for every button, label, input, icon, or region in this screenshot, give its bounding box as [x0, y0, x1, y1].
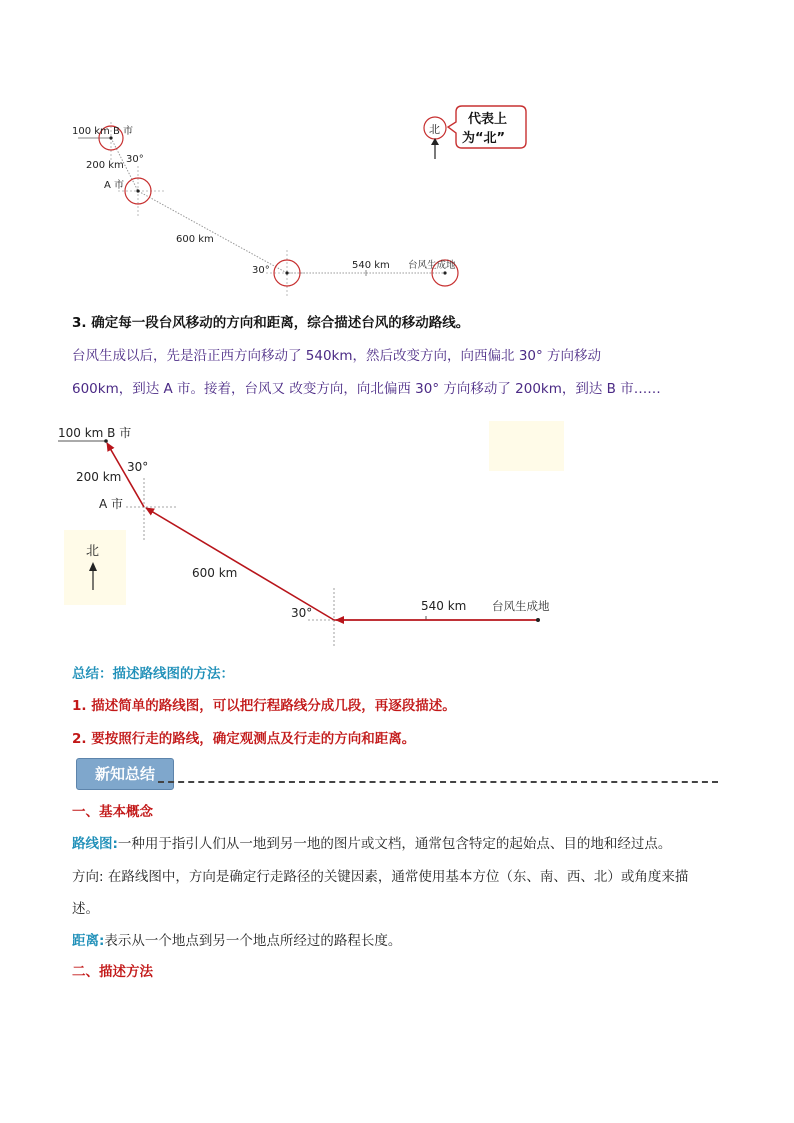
label-600km2: 600 km [192, 566, 238, 580]
label-540km2: 540 km [421, 599, 467, 613]
distance-term: 距离: [72, 933, 105, 949]
label-600km: 600 km [176, 234, 214, 245]
label-angle-a: 30° [126, 154, 144, 165]
arrow-600 [146, 508, 334, 620]
label-200km2: 200 km [76, 470, 122, 484]
crosshair-turn2 [308, 588, 360, 648]
route-diagram-bottom [0, 410, 794, 660]
route-definition [72, 834, 671, 854]
step3-heading: 3. 确定每一段台风移动的方向和距离，综合描述台风的移动路线。 [72, 315, 470, 331]
distance-definition [72, 931, 401, 951]
route-def: 一种用于指引人们从一地到另一地的图片或文档，通常包含特定的起始点、目的地和经过点。 [117, 836, 672, 852]
summary-title: 总结：描述路线图的方法： [72, 666, 234, 682]
label-540km: 540 km [352, 260, 390, 271]
concepts-heading-2: 二、描述方法 [72, 964, 153, 980]
dot-origin2 [536, 618, 540, 622]
section-banner: 新知总结 [76, 758, 174, 790]
crosshair-a2 [126, 478, 178, 540]
concepts-heading-1: 一、基本概念 [72, 804, 153, 820]
callout-line1: 代表上 [468, 112, 508, 127]
step3-para-line2: 600km，到达 A 市。接着，台风又 改变方向，向北偏西 30° 方向移动了 200km，到达 B 市…… [72, 381, 661, 397]
label-angle-a2: 30° [127, 460, 149, 474]
direction-line-2: 述。 [72, 901, 99, 917]
label-200km: 200 km [86, 160, 124, 171]
distance-def: 表示从一个地点到另一个地点所经过的路程长度。 [104, 933, 402, 949]
note-box [489, 421, 564, 471]
route-path [111, 138, 445, 273]
step3-para-line1: 台风生成以后，先是沿正西方向移动了 540km，然后改变方向，向西偏北 30° 方向移动 [72, 348, 602, 364]
label-angle-low2: 30° [291, 606, 313, 620]
route-diagram-top [0, 0, 794, 300]
label-origin2: 台风生成地 [492, 599, 550, 613]
north-char: 北 [429, 123, 440, 136]
summary-item-2: 2. 要按照行走的路线，确定观测点及行走的方向和距离。 [72, 731, 416, 747]
label-origin: 台风生成地 [408, 260, 456, 271]
callout-line2: 为“北” [462, 131, 506, 146]
dashed-divider [158, 781, 718, 783]
label-b-city2: 100 km B 市 [58, 426, 132, 440]
dot-turn [285, 271, 288, 274]
label-angle-low: 30° [252, 265, 270, 276]
summary-item-1: 1. 描述简单的路线图，可以把行程路线分成几段，再逐段描述。 [72, 698, 456, 714]
route-term: 路线图: [72, 836, 118, 852]
dot-origin [443, 271, 446, 274]
label-b-city: 100 km B 市 [72, 126, 134, 137]
north-char2: 北 [86, 544, 100, 559]
label-a-city2: A 市 [99, 497, 124, 511]
dot-a [136, 189, 139, 192]
label-a-city: A 市 [104, 180, 125, 191]
direction-line-1: 方向: 在路线图中，方向是确定行走路径的关键因素，通常使用基本方位（东、南、西、北）或角度来描 [72, 869, 689, 885]
